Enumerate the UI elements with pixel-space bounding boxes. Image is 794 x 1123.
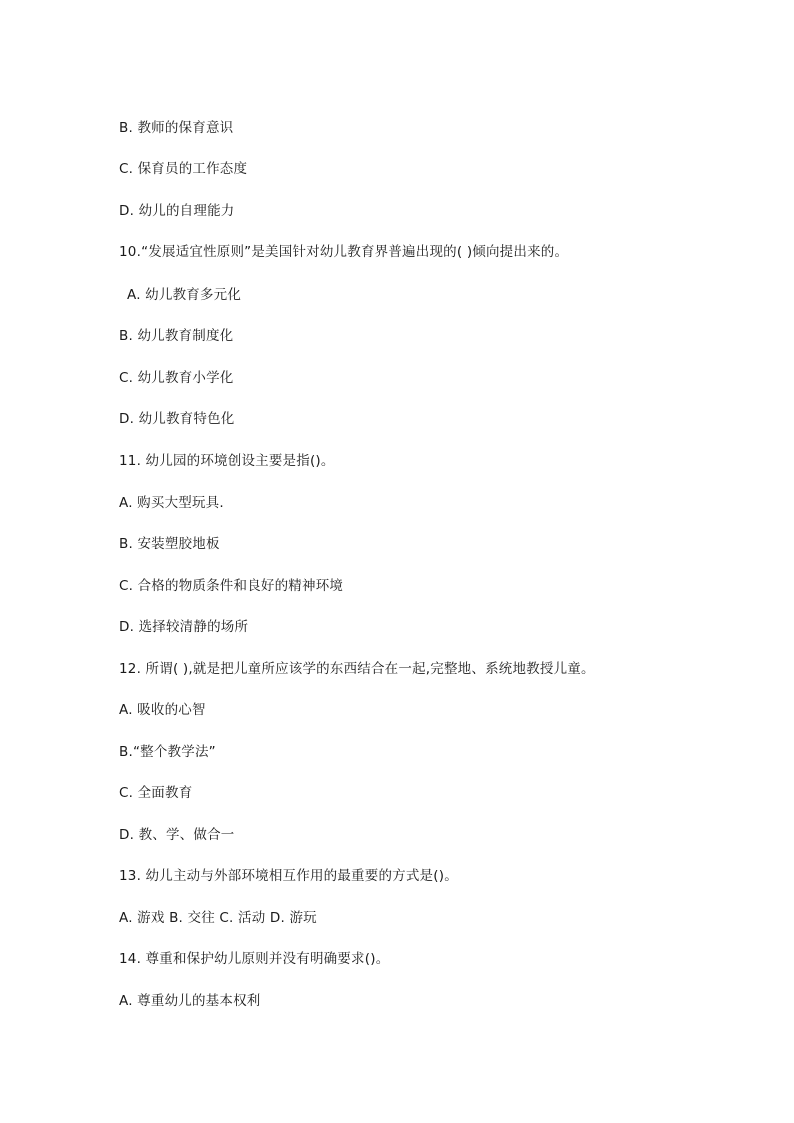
q12-option-a: A. 吸收的心智 [119, 702, 206, 718]
question-14: 14. 尊重和保护幼儿原则并没有明确要求()。 [119, 951, 390, 967]
q11-option-c: C. 合格的物质条件和良好的精神环境 [119, 578, 344, 594]
option-c-caregiver-attitude: C. 保育员的工作态度 [119, 161, 248, 177]
option-d-self-care-ability: D. 幼儿的自理能力 [119, 203, 235, 219]
question-12: 12. 所谓( ),就是把儿童所应该学的东西结合在一起,完整地、系统地教授儿童。 [119, 661, 595, 677]
option-b-teacher-care-awareness: B. 教师的保育意识 [119, 120, 234, 136]
q11-option-a: A. 购买大型玩具. [119, 495, 224, 511]
question-13: 13. 幼儿主动与外部环境相互作用的最重要的方式是()。 [119, 868, 458, 884]
q11-option-b: B. 安装塑胶地板 [119, 536, 220, 552]
q10-option-c: C. 幼儿教育小学化 [119, 370, 234, 386]
q13-options: A. 游戏 B. 交往 C. 活动 D. 游玩 [119, 910, 317, 926]
q10-option-b: B. 幼儿教育制度化 [119, 328, 234, 344]
q12-option-d: D. 教、学、做合一 [119, 827, 235, 843]
q10-option-a: A. 幼儿教育多元化 [127, 287, 242, 303]
q12-option-c: C. 全面教育 [119, 785, 193, 801]
q10-option-d: D. 幼儿教育特色化 [119, 411, 235, 427]
q12-option-b: B.“整个教学法” [119, 744, 216, 760]
q11-option-d: D. 选择较清静的场所 [119, 619, 249, 635]
q14-option-a: A. 尊重幼儿的基本权利 [119, 993, 261, 1009]
question-11: 11. 幼儿园的环境创设主要是指()。 [119, 453, 335, 469]
question-10: 10.“发展适宜性原则”是美国针对幼儿教育界普遍出现的( )倾向提出来的。 [119, 244, 569, 260]
